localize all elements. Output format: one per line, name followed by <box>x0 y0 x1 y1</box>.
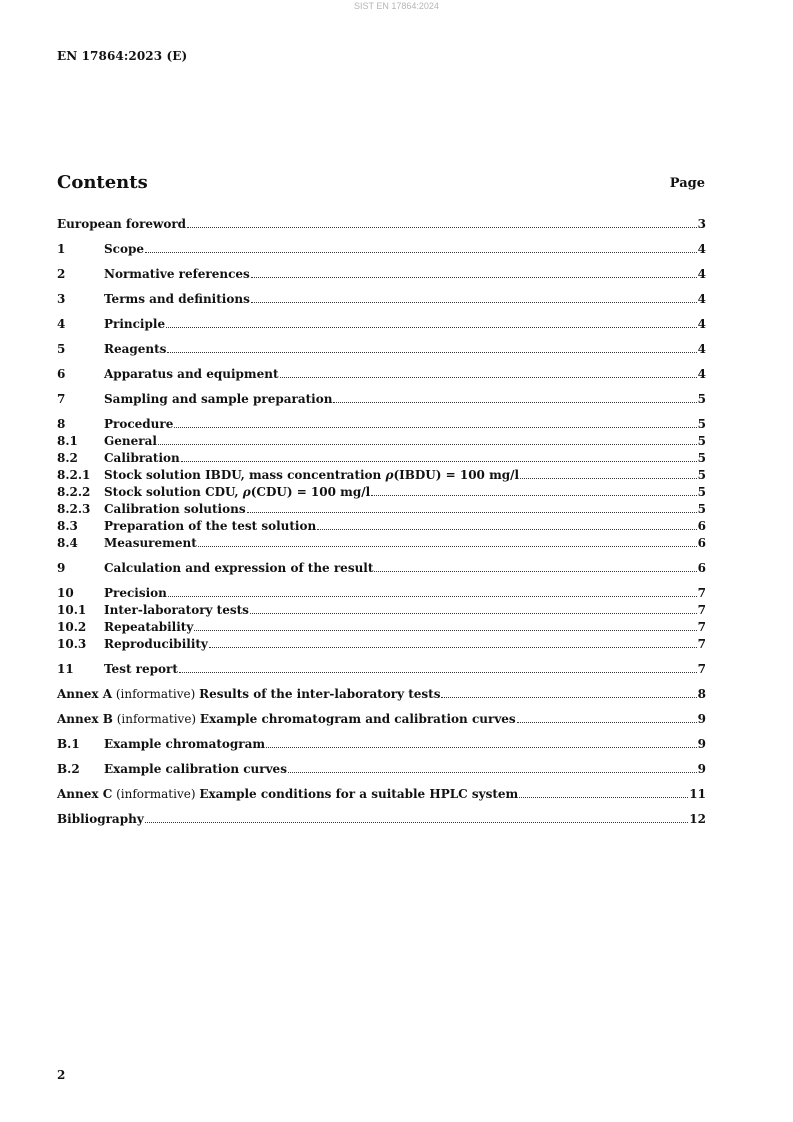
annex-title: Results of the inter-laboratory tests <box>199 687 441 701</box>
toc-title-part: (CDU) = 100 mg/l <box>250 485 371 499</box>
annex-title: Example conditions for a suitable HPLC system <box>199 787 519 801</box>
toc-entry-annex-a[interactable] <box>57 686 706 703</box>
toc-page: 5 <box>697 392 706 406</box>
dot-leader <box>209 647 697 648</box>
dot-leader <box>194 630 696 631</box>
dot-leader <box>187 227 697 228</box>
dot-leader <box>198 546 697 547</box>
dot-leader <box>145 822 689 823</box>
toc-entry-calibration-solutions[interactable] <box>57 501 706 518</box>
toc-number: 10.3 <box>57 637 87 651</box>
toc-entry-reagents[interactable] <box>57 341 706 358</box>
toc-title: Example chromatogram <box>104 737 266 751</box>
toc-title: Reagents <box>104 342 167 356</box>
dot-leader <box>250 613 697 614</box>
toc-entry-procedure[interactable] <box>57 416 706 433</box>
annex-note: (informative) <box>112 687 200 701</box>
toc-title: Calculation and expression of the result <box>104 561 374 575</box>
toc-page: 6 <box>697 536 706 550</box>
toc-page: 5 <box>697 434 706 448</box>
page-number: 2 <box>57 1068 66 1082</box>
toc-title: Preparation of the test solution <box>104 519 317 533</box>
toc-entry-example-chromatogram[interactable] <box>57 736 706 753</box>
dot-leader <box>333 402 696 403</box>
toc-title: Precision <box>104 586 167 600</box>
dot-leader <box>288 772 697 773</box>
toc-title <box>104 484 370 501</box>
toc-number: B.1 <box>57 737 80 751</box>
toc-entry-general[interactable] <box>57 433 706 450</box>
toc-entry-stock-cdu[interactable] <box>57 484 706 501</box>
toc-title: Test report <box>104 662 178 676</box>
document-id: EN 17864:2023 (E) <box>57 49 188 63</box>
toc-entry-precision[interactable] <box>57 585 706 602</box>
toc-page: 4 <box>697 267 706 281</box>
toc-page: 3 <box>697 217 706 231</box>
rho-symbol: ρ <box>242 485 251 499</box>
toc-title-part: Stock solution IBDU, mass concentration <box>104 468 386 482</box>
toc-page: 5 <box>697 468 706 482</box>
toc-page: 4 <box>697 242 706 256</box>
toc-title: Measurement <box>104 536 197 550</box>
toc-title: General <box>104 434 157 448</box>
rho-symbol: ρ <box>385 468 394 482</box>
toc-page: 7 <box>697 603 706 617</box>
dot-leader <box>181 461 697 462</box>
toc-page: 5 <box>697 502 706 516</box>
toc-entry-repeatability[interactable] <box>57 619 706 636</box>
toc-title-part: (IBDU) = 100 mg/l <box>393 468 520 482</box>
toc-title: Terms and definitions <box>104 292 250 306</box>
toc-title <box>57 686 440 703</box>
toc-number: 8.2.3 <box>57 502 91 516</box>
toc-title: Scope <box>104 242 145 256</box>
dot-leader <box>371 495 696 496</box>
toc-entry-apparatus[interactable] <box>57 366 706 383</box>
toc-title: Repeatability <box>104 620 194 634</box>
dot-leader <box>251 302 697 303</box>
toc-page: 7 <box>697 586 706 600</box>
toc-entry-measurement[interactable] <box>57 535 706 552</box>
toc-title-part: Stock solution CDU, <box>104 485 243 499</box>
toc-title <box>57 786 518 803</box>
toc-page: 11 <box>689 787 706 801</box>
toc-entry-bibliography[interactable] <box>57 811 706 828</box>
toc-entry-stock-ibdu[interactable] <box>57 467 706 484</box>
annex-label: Annex B <box>57 712 113 726</box>
toc-page: 4 <box>697 342 706 356</box>
watermark: SIST EN 17864:2024 <box>354 1 439 11</box>
toc-number: 5 <box>57 342 66 356</box>
toc-number: 8.1 <box>57 434 78 448</box>
toc-number: 8.3 <box>57 519 78 533</box>
toc-page: 5 <box>697 417 706 431</box>
table-of-contents <box>57 216 706 828</box>
annex-title: Example chromatogram and calibration curves <box>199 712 516 726</box>
toc-page: 12 <box>689 812 706 826</box>
toc-page: 4 <box>697 367 706 381</box>
toc-page: 5 <box>697 485 706 499</box>
toc-number: 8.2.2 <box>57 485 91 499</box>
toc-number: B.2 <box>57 762 80 776</box>
toc-title: Inter-laboratory tests <box>104 603 249 617</box>
toc-page: 4 <box>697 317 706 331</box>
dot-leader <box>517 722 697 723</box>
toc-entry-reproducibility[interactable] <box>57 636 706 653</box>
dot-leader <box>174 427 696 428</box>
dot-leader <box>317 529 696 530</box>
toc-number: 11 <box>57 662 74 676</box>
toc-page: 9 <box>697 737 706 751</box>
toc-page: 8 <box>697 687 706 701</box>
toc-entry-calibration[interactable] <box>57 450 706 467</box>
toc-title: Bibliography <box>57 812 144 826</box>
dot-leader <box>167 352 696 353</box>
annex-label: Annex C <box>57 787 113 801</box>
dot-leader <box>247 512 697 513</box>
dot-leader <box>158 444 697 445</box>
toc-title: Calibration solutions <box>104 502 246 516</box>
toc-number: 3 <box>57 292 66 306</box>
toc-title <box>104 467 519 484</box>
annex-note: (informative) <box>112 712 200 726</box>
toc-title: Apparatus and equipment <box>104 367 279 381</box>
toc-entry-test-report[interactable] <box>57 661 706 678</box>
toc-number: 8 <box>57 417 66 431</box>
annex-label: Annex A <box>57 687 113 701</box>
dot-leader <box>374 571 696 572</box>
toc-page: 7 <box>697 662 706 676</box>
dot-leader <box>168 596 697 597</box>
toc-entry-scope[interactable] <box>57 241 706 258</box>
toc-title: Principle <box>104 317 166 331</box>
toc-entry-normative-references[interactable] <box>57 266 706 283</box>
toc-page: 5 <box>697 451 706 465</box>
toc-number: 1 <box>57 242 66 256</box>
dot-leader <box>251 277 697 278</box>
dot-leader <box>441 697 696 698</box>
toc-number: 8.4 <box>57 536 78 550</box>
toc-number: 10.1 <box>57 603 87 617</box>
toc-page: 7 <box>697 637 706 651</box>
toc-title: Example calibration curves <box>104 762 287 776</box>
toc-number: 7 <box>57 392 66 406</box>
toc-number: 8.2 <box>57 451 78 465</box>
toc-number: 10 <box>57 586 74 600</box>
toc-title: Procedure <box>104 417 174 431</box>
toc-number: 4 <box>57 317 66 331</box>
toc-entry-example-calibration-curves[interactable] <box>57 761 706 778</box>
toc-number: 10.2 <box>57 620 87 634</box>
contents-heading: Contents <box>57 172 148 193</box>
toc-title <box>57 711 516 728</box>
page-column-label: Page <box>669 176 705 191</box>
dot-leader <box>179 672 697 673</box>
toc-title: Reproducibility <box>104 637 208 651</box>
toc-entry-test-solution[interactable] <box>57 518 706 535</box>
toc-page: 6 <box>697 561 706 575</box>
toc-entry-calculation[interactable] <box>57 560 706 577</box>
toc-number: 9 <box>57 561 66 575</box>
toc-title: Normative references <box>104 267 250 281</box>
toc-page: 9 <box>697 762 706 776</box>
dot-leader <box>145 252 697 253</box>
toc-entry-annex-c[interactable] <box>57 786 706 803</box>
toc-entry-terms-definitions[interactable] <box>57 291 706 308</box>
toc-title: Sampling and sample preparation <box>104 392 333 406</box>
dot-leader <box>520 478 697 479</box>
toc-number: 8.2.1 <box>57 468 91 482</box>
toc-number: 2 <box>57 267 66 281</box>
toc-entry-annex-b[interactable] <box>57 711 706 728</box>
dot-leader <box>266 747 697 748</box>
toc-page: 7 <box>697 620 706 634</box>
toc-entry-inter-lab-tests[interactable] <box>57 602 706 619</box>
toc-entry-sampling[interactable] <box>57 391 706 408</box>
toc-title: European foreword <box>57 217 187 231</box>
dot-leader <box>166 327 697 328</box>
toc-page: 4 <box>697 292 706 306</box>
toc-page: 6 <box>697 519 706 533</box>
dot-leader <box>280 377 697 378</box>
dot-leader <box>519 797 688 798</box>
toc-page: 9 <box>697 712 706 726</box>
toc-title: Calibration <box>104 451 180 465</box>
toc-entry-foreword[interactable] <box>57 216 706 233</box>
annex-note: (informative) <box>112 787 200 801</box>
toc-number: 6 <box>57 367 66 381</box>
toc-entry-principle[interactable] <box>57 316 706 333</box>
